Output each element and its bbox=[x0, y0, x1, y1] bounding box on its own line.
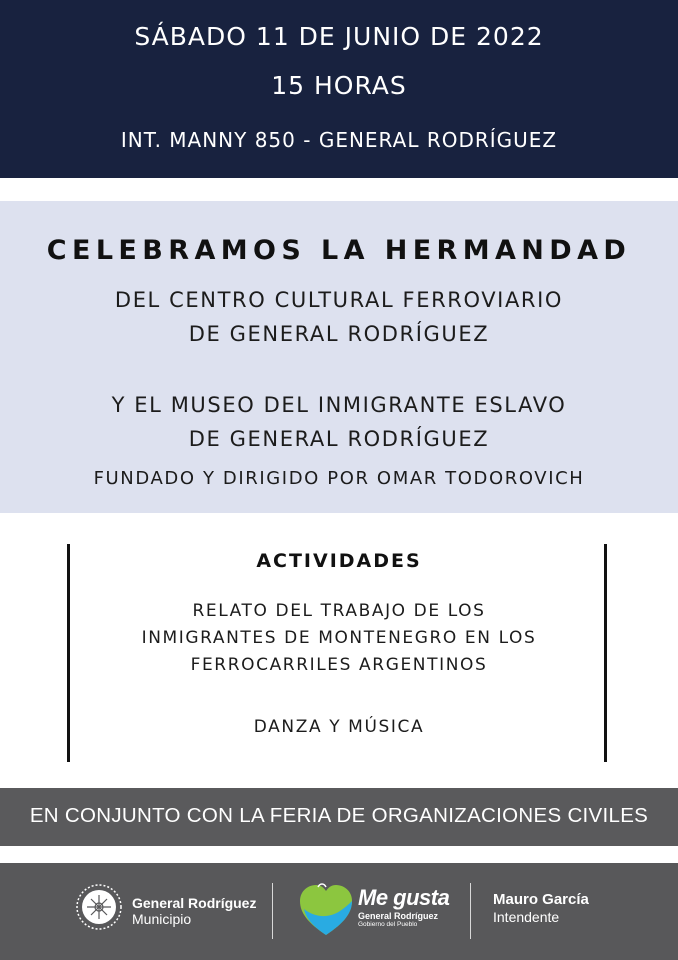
celebration-line: Y EL MUSEO DEL INMIGRANTE ESLAVO bbox=[111, 393, 567, 417]
municipio-seal-icon bbox=[75, 883, 123, 931]
mayor-name: Mauro García bbox=[493, 891, 589, 908]
activity-line: FERROCARRILES ARGENTINOS bbox=[190, 655, 488, 675]
sponsor-footer bbox=[0, 863, 678, 960]
mayor-label bbox=[493, 891, 589, 925]
founder-line: FUNDADO Y DIRIGIDO POR OMAR TODOROVICH bbox=[93, 468, 585, 489]
activities-title: ACTIVIDADES bbox=[256, 550, 422, 572]
feria-banner bbox=[0, 788, 678, 846]
celebration-line: DE GENERAL RODRÍGUEZ bbox=[188, 322, 490, 346]
footer-divider bbox=[272, 883, 273, 939]
celebration-section bbox=[0, 201, 678, 513]
heart-logo-icon bbox=[298, 883, 354, 937]
mayor-title: Intendente bbox=[493, 909, 560, 925]
municipio-name: General Rodríguez bbox=[132, 895, 257, 911]
celebration-line: DE GENERAL RODRÍGUEZ bbox=[188, 427, 490, 451]
footer-divider bbox=[470, 883, 471, 939]
activity-line: RELATO DEL TRABAJO DE LOS bbox=[192, 601, 486, 621]
megusta-slogan: Me gusta bbox=[358, 885, 450, 910]
municipio-sub: Municipio bbox=[132, 911, 192, 927]
activity-line: INMIGRANTES DE MONTENEGRO EN LOS bbox=[141, 628, 537, 648]
activity-line: DANZA Y MÚSICA bbox=[253, 717, 425, 737]
megusta-brand bbox=[358, 887, 449, 928]
megusta-tagline: Gobierno del Pueblo bbox=[358, 921, 418, 928]
event-time: 15 HORAS bbox=[271, 71, 407, 100]
celebration-headline: CELEBRAMOS LA HERMANDAD bbox=[46, 235, 632, 266]
activities-section bbox=[0, 544, 678, 764]
feria-text: EN CONJUNTO CON LA FERIA DE ORGANIZACIONES CIVILES bbox=[29, 804, 649, 827]
megusta-city: General Rodríguez bbox=[358, 911, 439, 921]
event-date: SÁBADO 11 DE JUNIO DE 2022 bbox=[134, 22, 544, 51]
event-header bbox=[0, 0, 678, 178]
municipio-label bbox=[132, 895, 256, 927]
celebration-line: DEL CENTRO CULTURAL FERROVIARIO bbox=[114, 288, 564, 312]
event-address: INT. MANNY 850 - GENERAL RODRÍGUEZ bbox=[120, 128, 558, 152]
